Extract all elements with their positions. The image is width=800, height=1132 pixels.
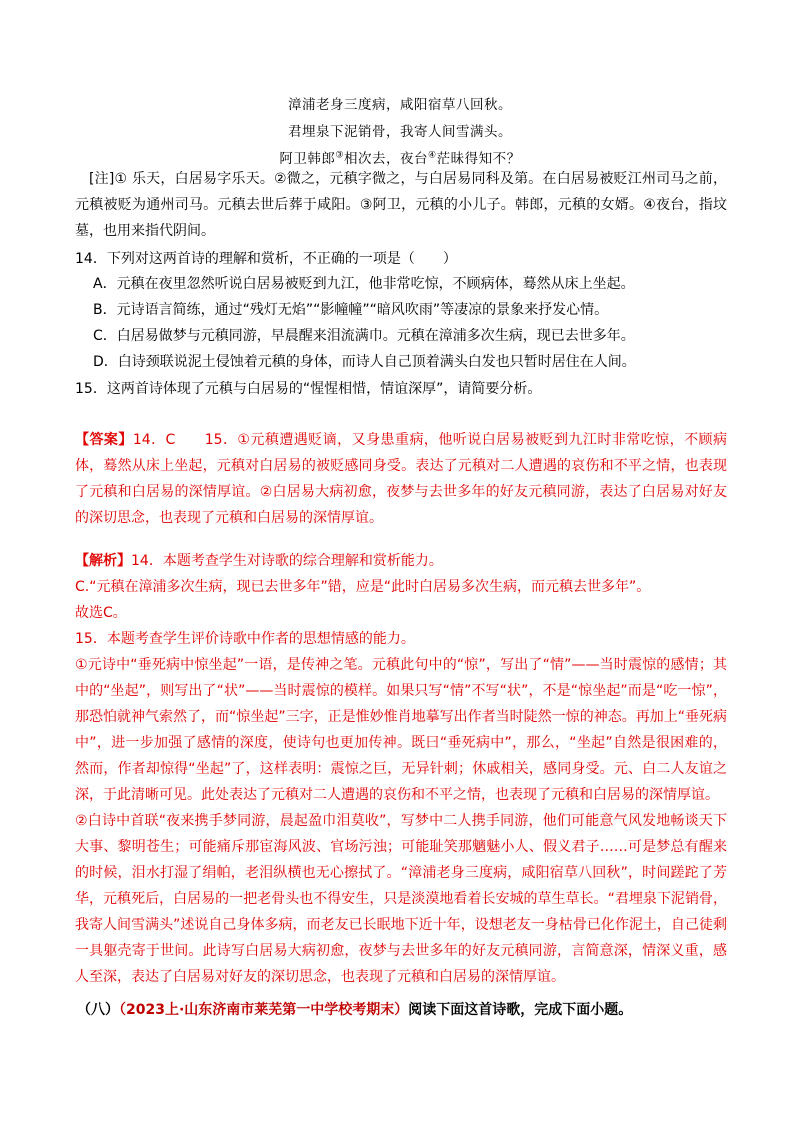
analysis-15-intro: 15．本题考查学生评价诗歌中作者的思想情感的能力。	[75, 631, 415, 647]
analysis-label: 【解析】	[75, 553, 131, 569]
analysis-15-point-1: ①元诗中“垂死病中惊坐起”一语，是传神之笔。元稹此句中的“惊”，写出了“情”——当时震惊的感情；其中的“坐起”，则写出了“状”——当时震惊的模样。如果只写“情”不写“状”，不是“惊坐起”而是“吃一惊”，那恐怕就神气索然了，而“惊坐起”三字，正是惟妙惟肖地摹写出作者当时陡然一惊的神态。再加上“垂死病中”，进一步加强了感情的深度，使诗句也更加传神。既曰“垂死病中”，那么，“坐起”自然是很困难的，然而，作者却惊得“坐起”了，这样表明：震惊之巨，无异针刺；休戚相关，感同身受。元、白二人友谊之深，于此清晰可见。此处表达了元稹对二人遭遇的哀伤和不平之情，也表现了元稹和白居易的深情厚谊。	[75, 657, 727, 803]
analysis-14-explanation: C.“元稹在漳浦多次生病，现已去世多年”错，应是“此时白居易多次生病，而元稹去世多年”。	[75, 579, 651, 595]
annotation-note: [注]① 乐天，白居易字乐天。②微之，元稹字微之，与白居易同科及第。在白居易被贬江州司马之前，元稹被贬为通州司马。元稹去世后葬于咸阳。③阿卫，元稹的小儿子。韩郎，元稹的女婿。④夜台，指坟墓，也用来指代阴间。	[75, 171, 727, 239]
poem-line-2: 君埋泉下泥销骨，我寄人间雪满头。	[288, 124, 512, 140]
question-14-option-b: B．元诗语言简练，通过“残灯无焰”“影幢幢”“暗风吹雨”等凄凉的景象来抒发心情。	[93, 302, 609, 318]
question-14-option-d: D．白诗颈联说泥土侵蚀着元稹的身体，而诗人自己顶着满头白发也只暂时居住在人间。	[93, 354, 636, 370]
analysis-15-point-2: ②白诗中首联“夜来携手梦同游，晨起盈巾泪莫收”，写梦中二人携手同游，他们可能意气风发地畅谈天下大事、黎明苍生；可能痛斥那宦海风波、官场污浊；可能耻笑那魑魅小人、假义君子……可是梦总有醒来的时候，泪水打湿了绢帕，老泪纵横也无心擦拭了。“漳浦老身三度病，咸阳宿草八回秋”，时间蹉跎了芳华，元稹死后，白居易的一把老骨头也不得安生，只是淡漠地看着长安城的草生草长。“君埋泉下泥销骨，我寄人间雪满头”述说自己身体多病，而老友已长眠地下近十年，设想老友一身枯骨已化作泥土，自己徒剩一具躯壳寄于世间。此诗写白居易大病初愈，夜梦与去世多年的好友元稹同游，言简意深，情深义重，感人至深，表达了白居易对好友的深切思念，也表现了元稹和白居易的深情厚谊。	[75, 813, 727, 985]
answer-text: 14．C 15．①元稹遭遇贬谪，又身患重病，他听说白居易被贬到九江时非常吃惊，不顾病体，蓦然从床上坐起，元稹对白居易的被贬感同身受。表达了元稹对二人遭遇的哀伤和不平之情，也表现了元稹和白居易的深情厚谊。②白居易大病初愈，夜梦与去世多年的好友元稹同游，表达了白居易对好友的深切思念，也表现了元稹和白居易的深情厚谊。	[75, 432, 728, 526]
analysis-intro: 【解析】14．本题考查学生对诗歌的综合理解和赏析能力。	[75, 553, 443, 569]
question-15-stem: 15．这两首诗体现了元稹与白居易的“惺惺相惜，情谊深厚”，请简要分析。	[75, 381, 542, 397]
section-8-source: （2023上·山东济南市莱芜第一中学校考期末）	[119, 1002, 409, 1018]
poem-line-3: 阿卫韩郎③相次去，夜台④茫昧得知不？	[279, 150, 521, 167]
analysis-14-conclusion: 故选C。	[75, 605, 127, 621]
question-14-stem: 14．下列对这两首诗的理解和赏析，不正确的一项是（ ）	[75, 251, 457, 267]
poem-line-1: 漳浦老身三度病，咸阳宿草八回秋。	[288, 97, 512, 113]
answer-block	[75, 427, 727, 531]
analysis-block	[75, 548, 727, 990]
question-14-option-c: C．白居易做梦与元稹同游，早晨醒来泪流满巾。元稹在漳浦多次生病，现已去世多年。	[93, 328, 635, 344]
answer-label: 【答案】	[75, 432, 133, 448]
section-8-heading: （八）（2023上·山东济南市莱芜第一中学校考期末）阅读下面这首诗歌，完成下面小题。	[77, 1002, 633, 1018]
question-14-option-a: A．元稹在夜里忽然听说白居易被贬到九江，他非常吃惊，不顾病体，蓦然从床上坐起。	[93, 276, 635, 292]
